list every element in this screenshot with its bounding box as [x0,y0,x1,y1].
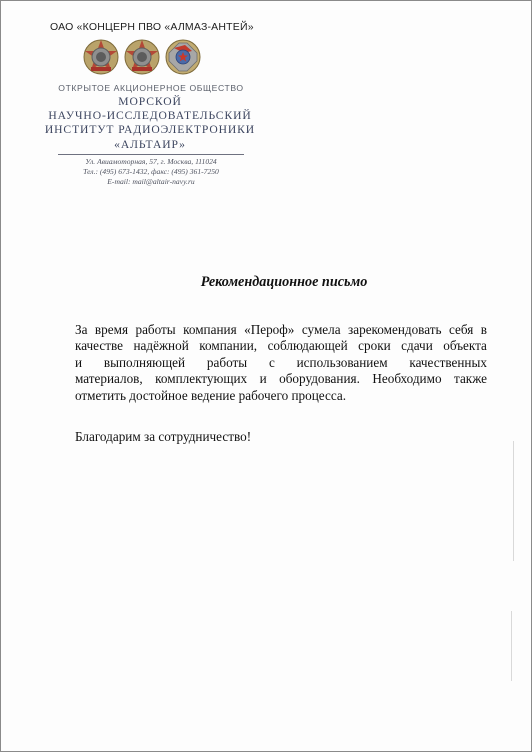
company-name-line: НАУЧНО-ИССЛЕДОВАТЕЛЬСКИЙ [48,109,252,123]
letter-title: Рекомендационное письмо [200,274,368,290]
letterhead-divider [58,154,244,155]
word: работы [206,354,248,370]
word: в [480,322,487,337]
word: компании, [199,338,258,354]
order-of-lenin-icon [84,40,118,74]
word: качественных [409,354,487,370]
scan-artifact [513,441,514,561]
word: также [454,371,487,387]
word: себя [448,322,474,337]
address-text: Ул. Авиамоторная, 57, г. Москва, 111024 [85,157,217,166]
word: объекта [443,338,487,354]
word: оборудования. [279,371,360,387]
company-name-line: ИНСТИТУТ РАДИОЭЛЕКТРОНИКИ [44,123,256,137]
order-of-red-banner-icon [166,40,200,74]
word: За [75,322,88,337]
word: материалов, [75,371,143,387]
word: надёжной [133,338,189,354]
word: сроки [358,338,391,354]
word: качестве [75,338,123,354]
word: и [259,371,267,387]
word: выполняющей [103,354,186,370]
word: сдачи [401,338,433,354]
company-name [43,95,257,152]
word: «Пероф» [244,322,295,337]
closing-line: Благодарим за сотрудничество! [75,429,252,444]
word: Необходимо [372,371,442,387]
paragraph-line [75,322,487,338]
orders-emblem-group [79,35,209,79]
word: использованием [296,354,388,370]
paragraph-line [75,371,487,387]
word: с [268,354,275,370]
word: время [94,322,129,337]
company-name-line: МОРСКОЙ [118,95,182,108]
word: соблюдающей [267,338,348,354]
letter-paragraph [75,322,487,404]
contact-block [58,157,244,187]
order-of-lenin-icon [125,40,159,74]
phone-fax-text: Тел.: (495) 673-1432, факс: (495) 361-7250 [83,167,219,176]
word: комплектующих [155,371,248,387]
word: компания [183,322,237,337]
email-text: E-mail: mail@altair-navy.ru [107,177,195,186]
paragraph-line [75,338,487,354]
word: и [75,354,83,370]
company-name-line: «АЛЬТАИР» [114,137,186,151]
paragraph-line: отметить достойное ведение рабочего процесса. [75,387,346,403]
word: зарекомендовать [348,322,442,337]
word: сумела [301,322,341,337]
company-type: ОТКРЫТОЕ АКЦИОНЕРНОЕ ОБЩЕСТВО [58,83,244,93]
concern-name: ОАО «КОНЦЕРН ПВО «АЛМАЗ-АНТЕЙ» [50,21,254,33]
word: работы [135,322,176,337]
scan-artifact [511,611,512,681]
paragraph-line [75,355,487,371]
